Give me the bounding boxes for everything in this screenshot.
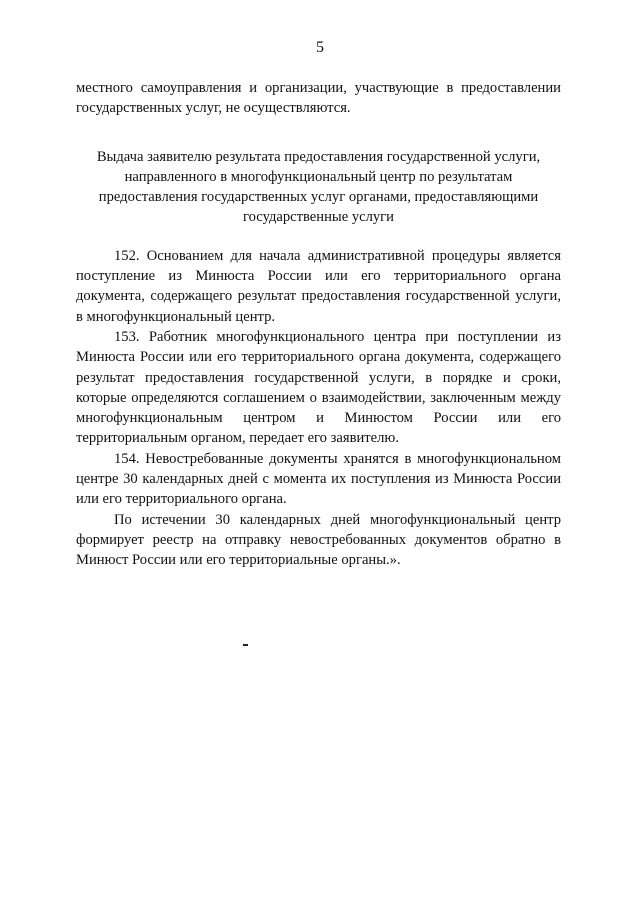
section-heading-line: предоставления государственных услуг органами, предоставляющими	[98, 189, 539, 206]
page-number: 5	[316, 39, 324, 56]
section-heading-line: государственные услуги	[243, 209, 394, 226]
section-heading	[76, 147, 561, 228]
paragraph-unclaimed-registry: По истечении 30 календарных дней многофункциональный центр формирует реестр на отправку невостребованных документов обратно в Минюст России или его территориальные органы.».	[76, 511, 561, 569]
paragraph-153: 153. Работник многофункционального центра при поступлении из Минюста России или его территориального органа документа, содержащего результат предоставления государственной услуги, в порядке и сроки, которые определяются соглашением о взаимодействии, заключенным между многофункциональным центром и Минюстом России или его территориальным органом, передает его заявителю.	[76, 328, 561, 447]
scan-artifact-mark	[243, 644, 248, 646]
section-heading-line: Выдача заявителю результата предоставления государственной услуги,	[96, 148, 541, 165]
section-heading-line: направленного в многофункциональный центр по результатам	[124, 168, 513, 185]
intro-paragraph: местного самоуправления и организации, участвующие в предоставлении государственных услуг, не осуществляются.	[76, 80, 561, 117]
paragraph-154: 154. Невостребованные документы хранятся в многофункциональном центре 30 календарных дней с момента их поступления из Минюста России или его территориального органа.	[76, 450, 561, 508]
document-body	[76, 78, 561, 571]
section-body	[76, 246, 561, 571]
paragraph-152: 152. Основанием для начала административной процедуры является поступление из Минюста России или его территориального органа документа, содержащего результат предоставления государственной услуги, в многофункциональный центр.	[76, 247, 561, 325]
